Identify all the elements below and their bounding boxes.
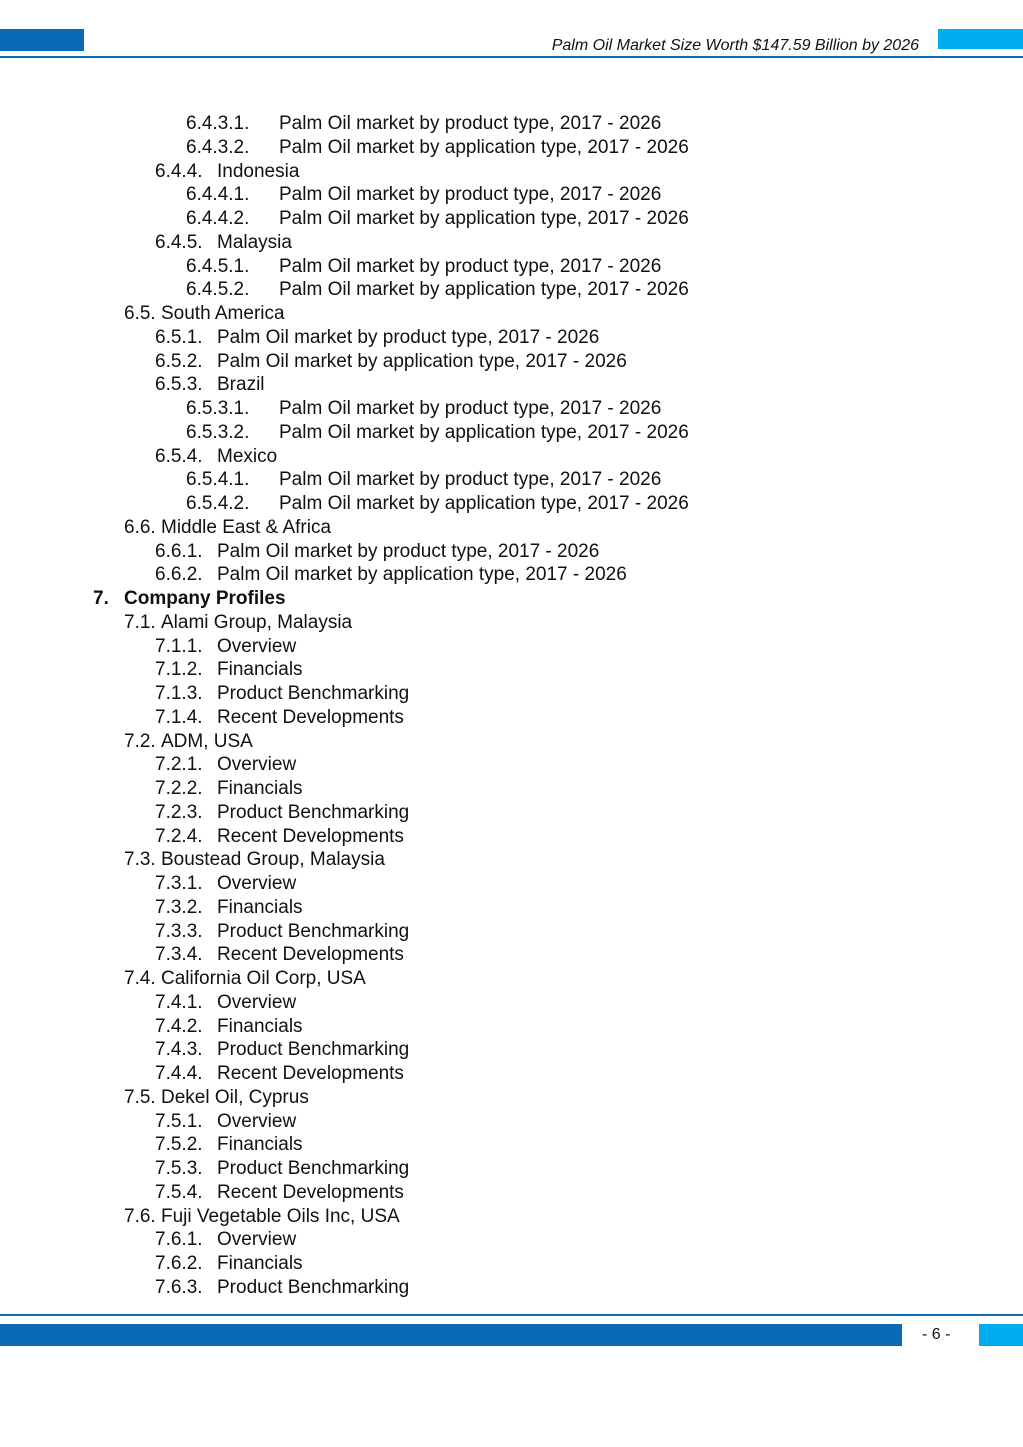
toc-entry-number: 7.5.3. <box>155 1158 203 1179</box>
toc-entry-label: Brazil <box>217 374 265 396</box>
toc-entry <box>0 160 1023 184</box>
toc-entry-number: 6.6.2. <box>155 564 203 586</box>
toc-entry-number: 7.5.2. <box>155 1134 203 1156</box>
toc-entry <box>0 1228 1023 1252</box>
toc-entry <box>0 183 1023 207</box>
toc-entry <box>0 658 1023 682</box>
toc-entry-label: Dekel Oil, Cyprus <box>161 1086 309 1108</box>
header-accent-left <box>0 29 84 51</box>
toc-entry-number: 7.5. <box>124 1086 156 1108</box>
toc-entry-label: Palm Oil market by product type, 2017 - 2026 <box>279 398 662 419</box>
toc-entry <box>0 1252 1023 1276</box>
page-number: - 6 - <box>922 1326 951 1343</box>
toc-entry <box>0 255 1023 279</box>
toc-entry-label: Fuji Vegetable Oils Inc, USA <box>161 1205 400 1227</box>
toc-entry <box>0 1133 1023 1157</box>
toc-entry <box>0 753 1023 777</box>
toc-entry-number: 7.3.1. <box>155 873 203 894</box>
toc-entry-number: 7.2. <box>124 730 156 752</box>
toc-entry-label: Overview <box>217 1110 297 1132</box>
toc-entry-number: 7.4.4. <box>155 1063 203 1084</box>
toc-entry-number: 6.4.4.1. <box>186 184 250 206</box>
toc-entry <box>0 1038 1023 1062</box>
toc-entry <box>0 516 1023 540</box>
toc-entry-number: 7.5.1. <box>155 1110 203 1132</box>
toc-entry <box>0 207 1023 231</box>
toc-entry-number: 7.1.4. <box>155 706 203 728</box>
toc-entry-label: Product Benchmarking <box>217 683 410 704</box>
toc-entry-number: 6.6.1. <box>155 540 203 562</box>
toc-entry-label: Recent Developments <box>217 1063 404 1084</box>
toc-entry-number: 7.3.2. <box>155 896 203 918</box>
toc-entry <box>0 1110 1023 1134</box>
toc-entry-number: 7.1.2. <box>155 659 203 681</box>
toc-entry-number: 7.3. <box>124 849 156 871</box>
toc-entry-number: 6.5.3.2. <box>186 421 250 443</box>
toc-entry-label: Recent Developments <box>217 706 404 728</box>
toc-entry-number: 6.5.1. <box>155 326 203 348</box>
toc-entry-label: Mexico <box>217 445 278 467</box>
toc-entry-number: 7.5.4. <box>155 1181 203 1203</box>
toc-entry <box>0 492 1023 516</box>
toc-entry-number: 7.3.4. <box>155 944 203 966</box>
toc-entry-number: 6.4.5. <box>155 231 203 253</box>
toc-entry-label: Financials <box>217 1253 303 1274</box>
toc-entry-label: Overview <box>217 991 297 1013</box>
toc-entry-label: Product Benchmarking <box>217 1158 410 1179</box>
toc-entry-label: Overview <box>217 635 297 657</box>
toc-entry-number: 7.4.1. <box>155 991 203 1013</box>
toc-entry-number: 6.5.4.1. <box>186 469 250 491</box>
toc-entry <box>0 682 1023 706</box>
footer-bar <box>0 1324 902 1346</box>
toc-entry-label: Palm Oil market by application type, 2017 - 2026 <box>279 136 689 158</box>
toc-entry <box>0 397 1023 421</box>
toc-entry-label: Financials <box>217 1015 303 1037</box>
toc-entry <box>0 991 1023 1015</box>
toc-entry-label: Company Profiles <box>124 588 286 609</box>
toc-entry <box>0 350 1023 374</box>
toc-entry-number: 7.4. <box>124 968 156 989</box>
toc-entry <box>0 896 1023 920</box>
toc-entry-label: Palm Oil market by product type, 2017 - 2026 <box>279 184 662 206</box>
toc-entry <box>0 1181 1023 1205</box>
toc-entry <box>0 706 1023 730</box>
header-accent-right <box>938 29 1023 49</box>
toc-entry <box>0 563 1023 587</box>
footer-accent-right <box>979 1324 1023 1346</box>
toc-entry-label: South America <box>161 303 285 324</box>
toc-entry-number: 7.2.1. <box>155 754 203 776</box>
toc-entry-label: Boustead Group, Malaysia <box>161 849 385 871</box>
toc-entry-number: 7.1.3. <box>155 683 203 704</box>
toc-entry <box>0 302 1023 326</box>
toc-entry-number: 7.2.2. <box>155 778 203 799</box>
toc-entry-number: 7.1. <box>124 611 156 633</box>
toc-entry <box>0 777 1023 801</box>
toc-entry-number: 7.3.3. <box>155 920 203 942</box>
toc-entry <box>0 373 1023 397</box>
toc-entry-number: 7.6. <box>124 1205 156 1227</box>
toc-entry <box>0 825 1023 849</box>
toc-entry-label: Overview <box>217 1229 297 1251</box>
toc-entry <box>0 635 1023 659</box>
toc-entry <box>0 730 1023 754</box>
toc-entry-label: Overview <box>217 873 297 894</box>
toc-entry-number: 7.6.3. <box>155 1276 203 1298</box>
toc-entry <box>0 231 1023 255</box>
toc-entry-label: Product Benchmarking <box>217 801 410 823</box>
toc-entry-label: Malaysia <box>217 231 292 253</box>
toc-entry-label: Recent Developments <box>217 825 404 847</box>
toc-entry-label: Palm Oil market by application type, 2017 - 2026 <box>279 208 689 229</box>
toc-entry-number: 6.5.3.1. <box>186 398 250 419</box>
toc-entry <box>0 1062 1023 1086</box>
toc-entry-label: Indonesia <box>217 160 300 182</box>
header-rule <box>0 56 1023 58</box>
toc-entry <box>0 967 1023 991</box>
toc-entry <box>0 611 1023 635</box>
toc-entry <box>0 920 1023 944</box>
toc-entry-label: Product Benchmarking <box>217 1039 410 1061</box>
toc-entry <box>0 801 1023 825</box>
toc-entry-label: Middle East & Africa <box>161 516 332 538</box>
footer-rule <box>0 1314 1023 1316</box>
toc-entry-label: Palm Oil market by product type, 2017 - 2026 <box>279 255 662 277</box>
header-title: Palm Oil Market Size Worth $147.59 Billion by 2026 <box>551 37 919 54</box>
toc-entry-label: Financials <box>217 659 303 681</box>
toc-entry-number: 6.5.4.2. <box>186 493 250 514</box>
toc-entry-label: Alami Group, Malaysia <box>161 611 353 633</box>
toc-entry-number: 6.5. <box>124 303 156 324</box>
toc-entry <box>0 1086 1023 1110</box>
toc-entry-label: Palm Oil market by application type, 2017 - 2026 <box>279 493 689 514</box>
toc-entry <box>0 112 1023 136</box>
toc-entry-label: Overview <box>217 754 297 776</box>
toc-entry-label: Product Benchmarking <box>217 920 410 942</box>
toc-entry-number: 7.2.4. <box>155 825 203 847</box>
toc-entry-number: 6.4.4.2. <box>186 208 250 229</box>
toc-entry-label: Palm Oil market by application type, 2017 - 2026 <box>217 564 627 586</box>
toc-entry-number: 6.4.5.1. <box>186 255 250 277</box>
toc-entry-number: 6.5.2. <box>155 350 203 372</box>
toc-entry <box>0 1015 1023 1039</box>
toc-entry-number: 6.5.4. <box>155 445 203 467</box>
toc-entry <box>0 848 1023 872</box>
toc-entry-label: Product Benchmarking <box>217 1276 410 1298</box>
toc-entry <box>0 943 1023 967</box>
toc-entry-number: 7. <box>93 588 109 609</box>
toc-entry-label: Palm Oil market by product type, 2017 - 2026 <box>217 540 600 562</box>
toc-entry-number: 7.4.2. <box>155 1015 203 1037</box>
toc-entry-label: Palm Oil market by product type, 2017 - 2026 <box>279 113 662 134</box>
toc-entry-label: Palm Oil market by application type, 2017 - 2026 <box>279 421 689 443</box>
toc-entry-number: 7.6.2. <box>155 1253 203 1274</box>
toc-entry <box>0 468 1023 492</box>
toc-entry-number: 6.4.5.2. <box>186 279 250 301</box>
toc-entry-number: 7.4.3. <box>155 1039 203 1061</box>
toc-entry-label: Palm Oil market by product type, 2017 - 2026 <box>217 326 600 348</box>
toc-entry-label: Recent Developments <box>217 944 404 966</box>
toc-entry <box>0 872 1023 896</box>
toc-entry <box>0 1205 1023 1229</box>
toc-entry-label: ADM, USA <box>161 730 253 752</box>
toc-entry-label: Financials <box>217 778 303 799</box>
toc-entry-label: Palm Oil market by product type, 2017 - 2026 <box>279 469 662 491</box>
toc-entry-number: 6.4.4. <box>155 160 203 182</box>
toc-entry-number: 7.2.3. <box>155 801 203 823</box>
toc-entry <box>0 1276 1023 1300</box>
toc-entry-number: 6.5.3. <box>155 374 203 396</box>
toc-entry-number: 6.6. <box>124 516 156 538</box>
toc-entry <box>0 445 1023 469</box>
toc-entry-label: Financials <box>217 1134 303 1156</box>
toc-entry <box>0 326 1023 350</box>
toc-entry <box>0 278 1023 302</box>
toc-entry-number: 6.4.3.2. <box>186 136 250 158</box>
toc-entry <box>0 136 1023 160</box>
toc-entry-label: Recent Developments <box>217 1181 404 1203</box>
toc-entry-number: 7.1.1. <box>155 635 203 657</box>
toc-entry-number: 6.4.3.1. <box>186 113 250 134</box>
toc-entry <box>0 421 1023 445</box>
toc-entry-number: 7.6.1. <box>155 1229 203 1251</box>
toc-entry-label: California Oil Corp, USA <box>161 968 366 989</box>
toc-entry-label: Financials <box>217 896 303 918</box>
toc-entry <box>0 1157 1023 1181</box>
toc-entry <box>0 587 1023 611</box>
toc-entry-label: Palm Oil market by application type, 2017 - 2026 <box>217 350 627 372</box>
toc-entry-label: Palm Oil market by application type, 2017 - 2026 <box>279 279 689 301</box>
toc-entry <box>0 540 1023 564</box>
